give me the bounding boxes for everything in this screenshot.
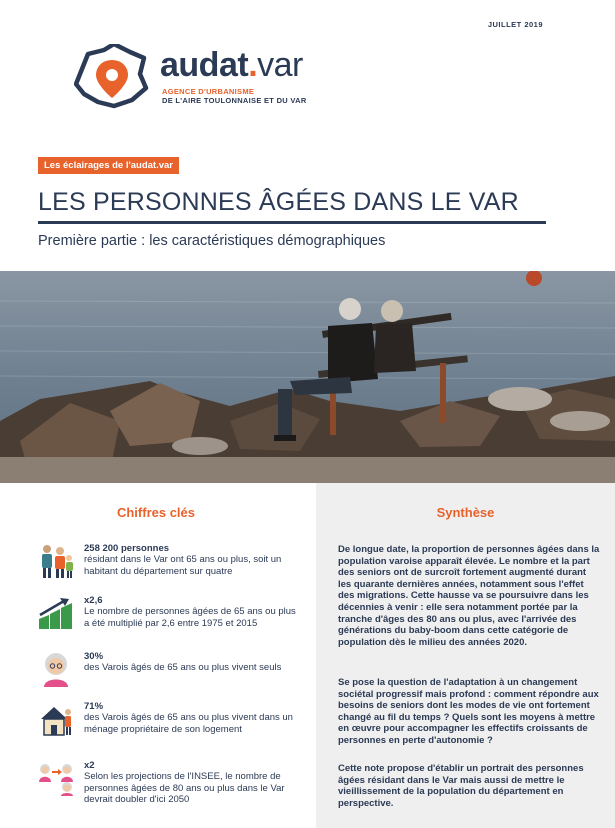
audat-logo [74,40,374,120]
key-figure-text: Le nombre de personnes âgées de 65 ans ou plus a été multiplié par 2,6 entre 1975 et 2015 [84,606,296,629]
cover-photo [0,271,615,483]
rising-chart-icon [38,595,74,631]
elderly-pair-icon [38,760,74,796]
key-figures-title: Chiffres clés [116,505,196,520]
var-map-pin-icon [74,44,150,110]
key-figure-value: 30% [84,651,104,662]
page-title: LES PERSONNES ÂGÉES DANS LE VAR [38,188,546,224]
synthesis-paragraph: De longue date, la proportion de personnes âgées dans la population varoise apparaît élevée. Le nombre et la part des seniors ont de surcroît fortement augmenté durant les quarante dernières années, notamment sous l'effet des migrations. Cette hausse va se poursuivre dans les décennies à venir : elle sera notamment portée par la tranche d'âges des 80 ans ou plus, avec l'arrivée des générations du baby-boom dans cette catégorie de population dès le milieu des années 2020. [338,544,600,648]
key-figure-text: Selon les projections de l'INSEE, le nombre de personnes âgées de 80 ans ou plus dans le Var devrait doubler d'ici 2050 [84,771,285,806]
synthesis-paragraph: Cette note propose d'établir un portrait des personnes âgées résidant dans le Var mais aussi de mettre le vieillissement de la population du département en perspective. [338,763,584,809]
family-group-icon [38,543,74,579]
synthesis-paragraph: Se pose la question de l'adaptation à un changement sociétal progressif mais profond : comment répondre aux besoins de seniors dont les modes de vie ont fortement changé au fil du temps ? Quels sont les moyens à mettre en œuvre pour accompagner les effectifs croissants de personnes en perte d'autonomie ? [338,677,599,746]
synthesis-panel [316,483,615,828]
key-figure-value: 71% [84,701,104,712]
key-figure-text: résidant dans le Var ont 65 ans ou plus, soit un habitant du département sur quatre [84,554,282,577]
brand-name: audat.var [160,46,303,84]
key-figure-value: x2,6 [84,595,103,606]
agency-tagline-1: AGENCE D'URBANISME [162,87,255,96]
key-figure-text: des Varois âgés de 65 ans ou plus vivent seuls [84,662,282,674]
house-owner-icon [38,701,74,737]
key-figure-text: des Varois âgés de 65 ans ou plus vivent dans un ménage propriétaire de son logement [84,712,293,735]
key-figure-value: 258 200 personnes [84,543,170,554]
key-figure-value: x2 [84,760,95,771]
synthesis-title: Synthèse [436,505,495,520]
publication-date: JUILLET 2019 [487,20,543,29]
page-subtitle: Première partie : les caractéristiques démographiques [38,233,386,249]
key-figures-panel [0,483,316,828]
series-badge: Les éclairages de l'audat.var [38,157,179,174]
elderly-woman-icon [38,651,74,687]
agency-tagline-2: DE L'AIRE TOULONNAISE ET DU VAR [162,96,307,105]
